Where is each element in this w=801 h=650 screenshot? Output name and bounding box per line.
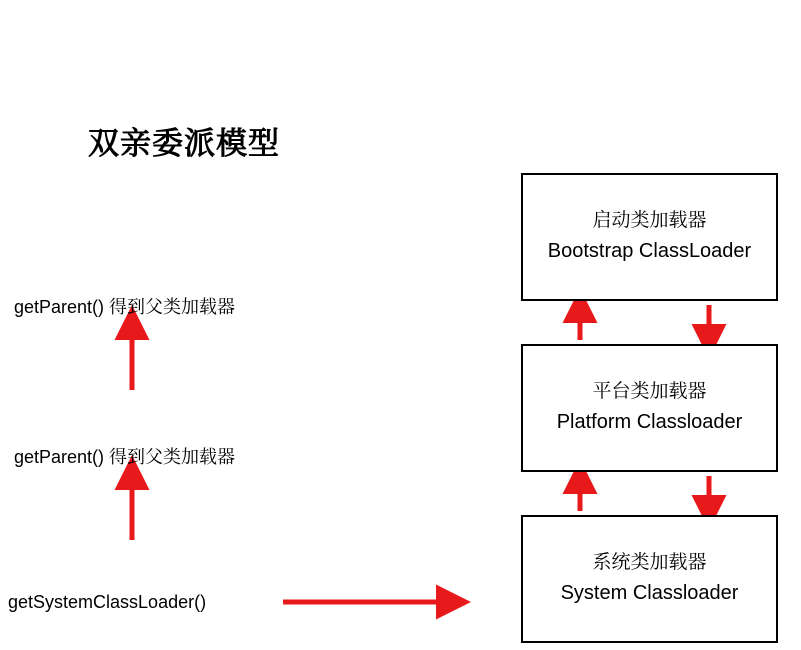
box-bootstrap-classloader <box>521 173 778 301</box>
box-system-classloader <box>521 515 778 643</box>
page-title: 双亲委派模型 <box>88 126 280 161</box>
box-platform-label-cn: 平台类加载器 <box>592 380 707 402</box>
box-bootstrap-label-en: Bootstrap ClassLoader <box>547 240 752 263</box>
box-platform-classloader <box>521 344 778 472</box>
box-system-label-cn: 系统类加载器 <box>592 551 707 573</box>
label-getparent-upper: getParent() 得到父类加载器 <box>14 297 236 317</box>
label-getsystemclassloader: getSystemClassLoader() <box>8 592 207 612</box>
box-system-label-en: System Classloader <box>560 582 739 605</box>
label-getparent-lower: getParent() 得到父类加载器 <box>14 447 236 467</box>
box-bootstrap-label-cn: 启动类加载器 <box>592 209 707 231</box>
box-platform-label-en: Platform Classloader <box>556 411 743 434</box>
